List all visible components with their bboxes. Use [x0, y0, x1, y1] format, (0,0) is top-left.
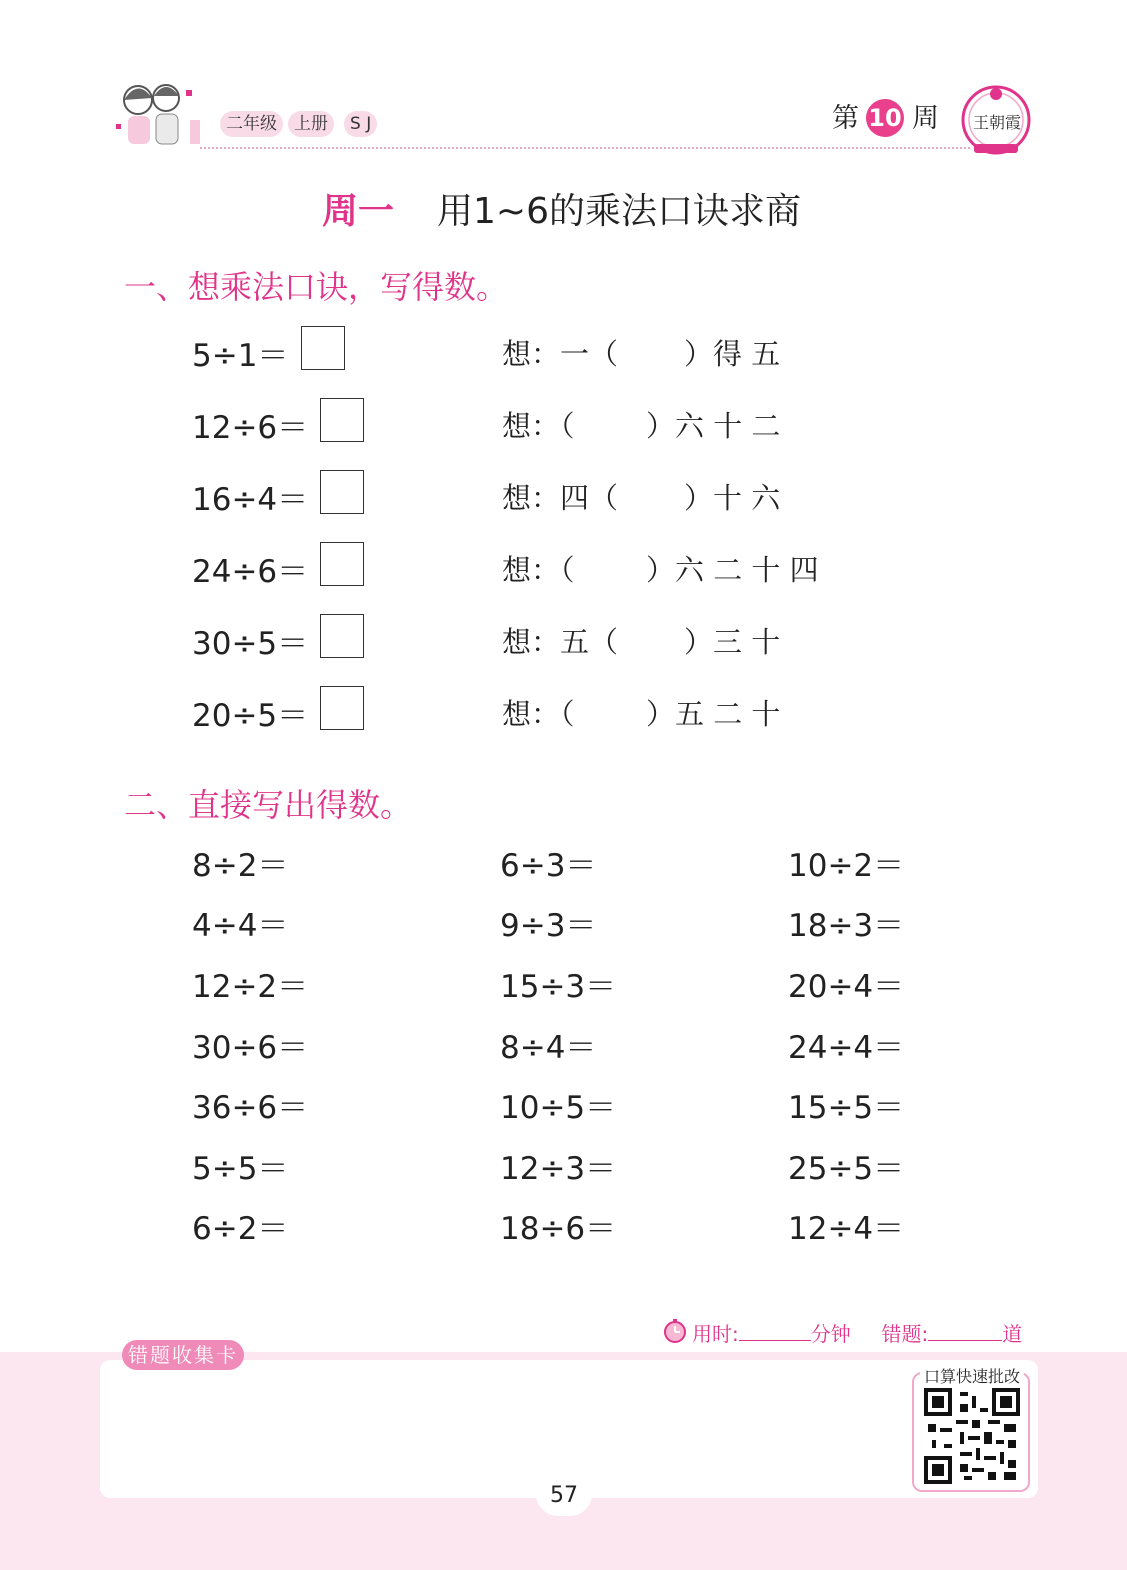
s2-problem[interactable]: 12÷4＝ — [788, 1211, 905, 1247]
s2-problem[interactable]: 10÷5＝ — [500, 1090, 617, 1126]
s1-hint-prefix: 想：一（ — [502, 337, 619, 371]
s1-hint-prefix: 想：（ — [502, 697, 575, 731]
page-number: 57 — [536, 1472, 592, 1516]
s2-problem[interactable]: 6÷3＝ — [500, 848, 597, 884]
s1-hint-prefix: 想：（ — [502, 553, 575, 587]
s1-hint-suffix: ）五 二 十 — [646, 697, 781, 731]
brand-name: 王朝霞 — [972, 113, 1021, 132]
answer-box[interactable] — [320, 614, 364, 658]
s2-problem[interactable]: 12÷2＝ — [192, 969, 309, 1005]
s2-problem[interactable]: 9÷3＝ — [500, 908, 597, 944]
edition-badge: S J — [344, 111, 377, 137]
s2-problem[interactable]: 24÷4＝ — [788, 1030, 905, 1066]
week-prefix: 第 — [832, 103, 859, 134]
s2-problem[interactable]: 18÷6＝ — [500, 1211, 617, 1247]
s1-hint-prefix: 想：五（ — [502, 625, 619, 659]
s1-hint-suffix: ）六 二 十 四 — [646, 553, 819, 587]
children-illustration — [106, 70, 206, 156]
qr-code-icon[interactable] — [924, 1388, 1020, 1484]
s2-problem[interactable]: 8÷4＝ — [500, 1030, 597, 1066]
mistake-card-label: 错题收集卡 — [122, 1340, 244, 1370]
time-unit: 分钟 — [810, 1322, 851, 1346]
answer-box[interactable] — [301, 326, 345, 370]
volume-badge: 上册 — [288, 111, 334, 137]
grade-badge: 二年级 — [220, 111, 283, 137]
answer-box[interactable] — [320, 686, 364, 730]
s1-equation: 16÷4＝ — [192, 482, 309, 518]
s1-hint-suffix: ）三 十 — [684, 625, 781, 659]
errors-label: 错题: — [881, 1322, 929, 1346]
title-day: 周一 — [322, 191, 395, 232]
answer-box[interactable] — [320, 542, 364, 586]
s1-hint-prefix: 想：四（ — [502, 481, 619, 515]
time-field[interactable] — [739, 1322, 811, 1341]
week-suffix: 周 — [912, 103, 939, 134]
s2-problem[interactable]: 18÷3＝ — [788, 908, 905, 944]
s2-problem[interactable]: 15÷3＝ — [500, 969, 617, 1005]
errors-unit: 道 — [1002, 1322, 1023, 1346]
section2-heading: 二、直接写出得数。 — [124, 786, 413, 824]
s2-problem[interactable]: 5÷5＝ — [192, 1151, 289, 1187]
s1-equation: 30÷5＝ — [192, 626, 309, 662]
stopwatch-icon — [662, 1318, 688, 1344]
time-label: 用时: — [692, 1322, 739, 1346]
qr-label: 口算快速批改 — [920, 1364, 1024, 1387]
section1-heading: 一、想乘法口诀，写得数。 — [124, 268, 509, 306]
s1-equation: 24÷6＝ — [192, 554, 309, 590]
s2-problem[interactable]: 20÷4＝ — [788, 969, 905, 1005]
s1-hint-suffix: ）十 六 — [684, 481, 781, 515]
s2-problem[interactable]: 30÷6＝ — [192, 1030, 309, 1066]
answer-box[interactable] — [320, 398, 364, 442]
page-title: 用1~6的乘法口诀求商 — [437, 191, 801, 232]
header-divider — [200, 147, 970, 149]
s1-hint-prefix: 想：（ — [502, 409, 575, 443]
s1-hint-suffix: ）六 十 二 — [646, 409, 781, 443]
s1-equation: 12÷6＝ — [192, 410, 309, 446]
stats-line — [692, 1318, 1022, 1347]
s2-problem[interactable]: 12÷3＝ — [500, 1151, 617, 1187]
s2-problem[interactable]: 8÷2＝ — [192, 848, 289, 884]
s1-hint-suffix: ）得 五 — [684, 337, 781, 371]
s2-problem[interactable]: 36÷6＝ — [192, 1090, 309, 1126]
s2-problem[interactable]: 6÷2＝ — [192, 1211, 289, 1247]
answer-box[interactable] — [320, 470, 364, 514]
s2-problem[interactable]: 15÷5＝ — [788, 1090, 905, 1126]
s1-equation: 20÷5＝ — [192, 698, 309, 734]
week-number-badge: 10 — [866, 99, 904, 137]
s2-problem[interactable]: 4÷4＝ — [192, 908, 289, 944]
s1-equation: 5÷1＝ — [192, 338, 289, 374]
s2-problem[interactable]: 25÷5＝ — [788, 1151, 905, 1187]
s2-problem[interactable]: 10÷2＝ — [788, 848, 905, 884]
errors-field[interactable] — [928, 1322, 1002, 1341]
